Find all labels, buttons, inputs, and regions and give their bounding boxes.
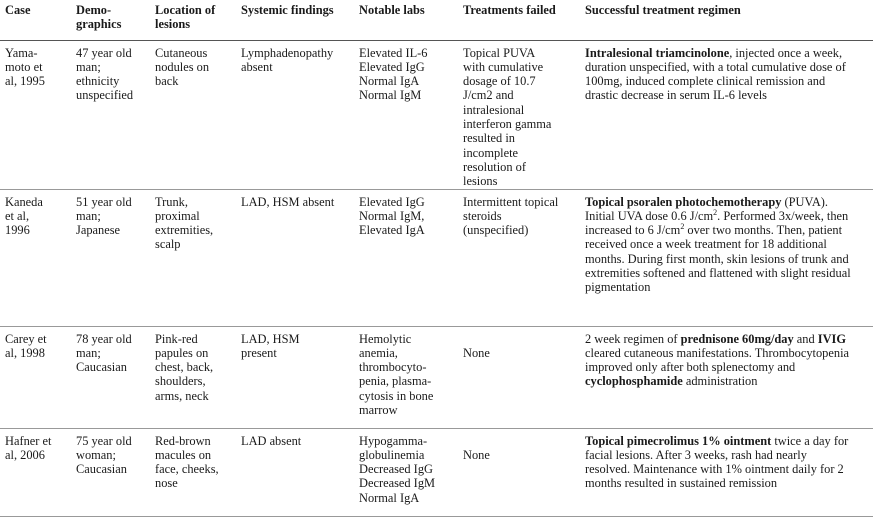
table-row bbox=[0, 40, 873, 189]
cell-line: arms, neck bbox=[155, 388, 209, 403]
cell-line: (unspecified) bbox=[463, 223, 529, 238]
regimen-line bbox=[585, 448, 869, 462]
regimen-line bbox=[585, 360, 869, 374]
cell-line: Decreased IgG bbox=[359, 462, 433, 477]
regimen-text: increased to 6 J/cm bbox=[585, 223, 681, 238]
regimen-text: . Performed 3x/week, then bbox=[717, 208, 849, 223]
location-cell bbox=[150, 40, 236, 189]
regimen-line bbox=[585, 434, 869, 448]
cell-line: with cumulative bbox=[463, 59, 544, 74]
cell-line: penia, plasma- bbox=[359, 374, 432, 389]
header-line: lesions bbox=[155, 17, 191, 32]
regimen-line bbox=[585, 195, 869, 209]
cell-line: marrow bbox=[359, 402, 398, 417]
cell-line: absent bbox=[241, 59, 273, 74]
regimen-text: administration bbox=[682, 374, 758, 389]
cell-line: present bbox=[241, 345, 277, 360]
cell-line: Hafner et bbox=[5, 433, 52, 448]
cell-line: al, 1998 bbox=[5, 345, 45, 360]
regimen-text: duration unspecified, with a total cumulative dose of bbox=[585, 59, 846, 74]
failed-cell bbox=[458, 326, 580, 428]
cell-line: resolution of bbox=[463, 159, 526, 174]
cell-line: Pink-red bbox=[155, 331, 198, 346]
cell-line: unspecified bbox=[76, 88, 134, 103]
regimen-line bbox=[585, 476, 869, 490]
regimen-text: extremities softened and flattened with slight residual bbox=[585, 265, 851, 280]
cell-line: thrombocyto- bbox=[359, 360, 427, 375]
cell-line: Red-brown bbox=[155, 433, 211, 448]
header-line: graphics bbox=[76, 17, 122, 32]
cell-line: al, 1995 bbox=[5, 74, 45, 89]
cell-line: LAD absent bbox=[241, 433, 302, 448]
cell-line: J/cm2 and bbox=[463, 88, 514, 103]
cell-line: Yama- bbox=[5, 45, 38, 60]
cell-line: Decreased IgM bbox=[359, 476, 436, 491]
cell-line: Lymphadenopathy bbox=[241, 45, 334, 60]
systemic-cell bbox=[236, 326, 354, 428]
systemic-cell bbox=[236, 189, 354, 326]
regimen-text: drastic decrease in serum IL-6 levels bbox=[585, 88, 767, 103]
failed-cell bbox=[458, 428, 580, 516]
failed-cell bbox=[458, 189, 580, 326]
header-line: Location of bbox=[155, 3, 216, 17]
case-cell bbox=[0, 189, 71, 326]
cell-line: Elevated IL-6 bbox=[359, 45, 428, 60]
cell-line: Elevated IgA bbox=[359, 223, 425, 238]
cell-line: Elevated IgG bbox=[359, 194, 425, 209]
regimen-text: (PUVA). bbox=[781, 194, 829, 209]
cell-line: man; bbox=[76, 208, 101, 223]
systemic-cell bbox=[236, 40, 354, 189]
cell-line: man; bbox=[76, 59, 101, 74]
case-cell bbox=[0, 326, 71, 428]
header-row bbox=[0, 0, 873, 40]
cell-line: dosage of 10.7 bbox=[463, 74, 536, 89]
regimen-line bbox=[585, 266, 869, 280]
location-header bbox=[150, 0, 236, 40]
cell-line: 75 year old bbox=[76, 433, 132, 448]
cell-line bbox=[463, 332, 576, 346]
cell-line: Normal IgA bbox=[359, 74, 420, 89]
cell-line: nose bbox=[155, 476, 178, 491]
regimen-text: pigmentation bbox=[585, 280, 651, 295]
regimen-line bbox=[585, 46, 869, 60]
systemic-header bbox=[236, 0, 354, 40]
regimen-text: months resulted in sustained remission bbox=[585, 476, 778, 491]
labs-header bbox=[354, 0, 458, 40]
regimen-line bbox=[585, 237, 869, 251]
cell-line: proximal bbox=[155, 208, 200, 223]
cell-line: nodules on bbox=[155, 59, 210, 74]
cell-line: Normal IgM bbox=[359, 88, 422, 103]
regimen-cell bbox=[580, 428, 873, 516]
regimen-header bbox=[580, 0, 873, 40]
header-line: Treatments failed bbox=[463, 3, 556, 17]
cell-line: globulinemia bbox=[359, 447, 425, 462]
drug-name: prednisone 60mg/day bbox=[680, 331, 794, 346]
cell-line: Trunk, bbox=[155, 194, 188, 209]
cell-line: shoulders, bbox=[155, 374, 206, 389]
regimen-text: 100mg, induced complete clinical remission and bbox=[585, 74, 826, 89]
regimen-line bbox=[585, 346, 869, 360]
regimen-text: and bbox=[793, 331, 818, 346]
regimen-line bbox=[585, 252, 869, 266]
cell-line: None bbox=[463, 447, 490, 462]
cell-line: lesions bbox=[463, 174, 498, 189]
regimen-cell bbox=[580, 189, 873, 326]
cell-line: extremities, bbox=[155, 223, 214, 238]
regimen-line bbox=[585, 462, 869, 476]
cell-line: Normal IgA bbox=[359, 490, 420, 505]
cell-line: ethnicity bbox=[76, 74, 120, 89]
cell-line: moto et bbox=[5, 59, 43, 74]
regimen-line bbox=[585, 223, 869, 237]
header-line: Case bbox=[5, 3, 31, 17]
location-cell bbox=[150, 189, 236, 326]
cell-line: 1996 bbox=[5, 223, 30, 238]
regimen-text: resolved. Maintenance with 1% ointment daily for 2 bbox=[585, 462, 844, 477]
regimen-text: over two months. Then, patient bbox=[684, 223, 843, 238]
regimen-text: improved only after both splenectomy and bbox=[585, 360, 796, 375]
cell-line: Intermittent topical bbox=[463, 194, 559, 209]
demographics-cell bbox=[71, 189, 150, 326]
regimen-text: facial lesions. After 3 weeks, rash had nearly bbox=[585, 447, 807, 462]
regimen-text: 2 week regimen of bbox=[585, 331, 681, 346]
cell-line: papules on bbox=[155, 345, 209, 360]
cell-line: resulted in bbox=[463, 131, 515, 146]
cell-line: Normal IgM, bbox=[359, 208, 425, 223]
drug-name: Topical psoralen photochemotherapy bbox=[585, 194, 782, 209]
cell-line: anemia, bbox=[359, 345, 398, 360]
cell-line: intralesional bbox=[463, 102, 525, 117]
drug-name: cyclophosphamide bbox=[585, 374, 683, 389]
cell-line: macules on bbox=[155, 447, 212, 462]
regimen-line bbox=[585, 280, 869, 294]
case-cell bbox=[0, 428, 71, 516]
regimen-line bbox=[585, 74, 869, 88]
cell-line: 47 year old bbox=[76, 45, 132, 60]
cell-line: scalp bbox=[155, 237, 181, 252]
header-line: Successful treatment regimen bbox=[585, 3, 741, 17]
labs-cell bbox=[354, 428, 458, 516]
failed-cell bbox=[458, 40, 580, 189]
regimen-line bbox=[585, 60, 869, 74]
labs-cell bbox=[354, 326, 458, 428]
cell-line: Elevated IgG bbox=[359, 59, 425, 74]
cell-line: man; bbox=[76, 345, 101, 360]
drug-name: IVIG bbox=[817, 331, 847, 346]
demographics-cell bbox=[71, 428, 150, 516]
cell-line: et al, bbox=[5, 208, 30, 223]
cell-line: back bbox=[155, 74, 179, 89]
table-row bbox=[0, 189, 873, 326]
regimen-line bbox=[585, 209, 869, 223]
failed-header bbox=[458, 0, 580, 40]
regimen-text: received once a week treatment for 18 additional bbox=[585, 237, 827, 252]
cell-line: al, 2006 bbox=[5, 447, 45, 462]
location-cell bbox=[150, 326, 236, 428]
cell-line: Hypogamma- bbox=[359, 433, 428, 448]
regimen-text: twice a day for bbox=[771, 433, 849, 448]
drug-name: Topical pimecrolimus 1% ointment bbox=[585, 433, 772, 448]
regimen-text: Initial UVA dose 0.6 J/cm bbox=[585, 208, 714, 223]
cell-line: Kaneda bbox=[5, 194, 43, 209]
labs-cell bbox=[354, 40, 458, 189]
demographics-cell bbox=[71, 40, 150, 189]
location-cell bbox=[150, 428, 236, 516]
cell-line: steroids bbox=[463, 208, 502, 223]
cell-line: incomplete bbox=[463, 145, 519, 160]
cell-line: chest, back, bbox=[155, 360, 214, 375]
cell-line: woman; bbox=[76, 447, 116, 462]
table-row bbox=[0, 428, 873, 516]
header-line: Systemic findings bbox=[241, 3, 334, 17]
case-header bbox=[0, 0, 71, 40]
cell-line: LAD, HSM bbox=[241, 331, 300, 346]
cell-line: None bbox=[463, 345, 490, 360]
systemic-cell bbox=[236, 428, 354, 516]
cell-line: cytosis in bone bbox=[359, 388, 434, 403]
cell-line: interferon gamma bbox=[463, 116, 552, 131]
regimen-cell bbox=[580, 326, 873, 428]
superscript: 2 bbox=[713, 207, 718, 217]
cell-line: Topical PUVA bbox=[463, 45, 536, 60]
cell-line: 51 year old bbox=[76, 194, 132, 209]
cell-line: 78 year old bbox=[76, 331, 132, 346]
cell-line: Hemolytic bbox=[359, 331, 412, 346]
table-row bbox=[0, 326, 873, 428]
drug-name: Intralesional triamcinolone bbox=[585, 45, 730, 60]
regimen-line bbox=[585, 374, 869, 388]
case-cell bbox=[0, 40, 71, 189]
regimen-cell bbox=[580, 40, 873, 189]
cell-line: face, cheeks, bbox=[155, 462, 219, 477]
cell-line: Caucasian bbox=[76, 462, 127, 477]
regimen-line bbox=[585, 88, 869, 102]
header-line: Notable labs bbox=[359, 3, 425, 17]
regimen-text: , injected once a week, bbox=[729, 45, 843, 60]
header-line: Demo- bbox=[76, 3, 112, 17]
cell-line: Japanese bbox=[76, 223, 121, 238]
demographics-cell bbox=[71, 326, 150, 428]
cell-line bbox=[463, 434, 576, 448]
table-body bbox=[0, 40, 873, 516]
regimen-line bbox=[585, 332, 869, 346]
regimen-text: months. During first month, skin lesions of trunk and bbox=[585, 251, 849, 266]
labs-cell bbox=[354, 189, 458, 326]
cell-line: Cutaneous bbox=[155, 45, 208, 60]
regimen-text: cleared cutaneous manifestations. Thrombocytopenia bbox=[585, 345, 850, 360]
cell-line: Carey et bbox=[5, 331, 47, 346]
cell-line: LAD, HSM absent bbox=[241, 194, 335, 209]
cell-line: Caucasian bbox=[76, 360, 127, 375]
superscript: 2 bbox=[680, 221, 685, 231]
demographics-header bbox=[71, 0, 150, 40]
